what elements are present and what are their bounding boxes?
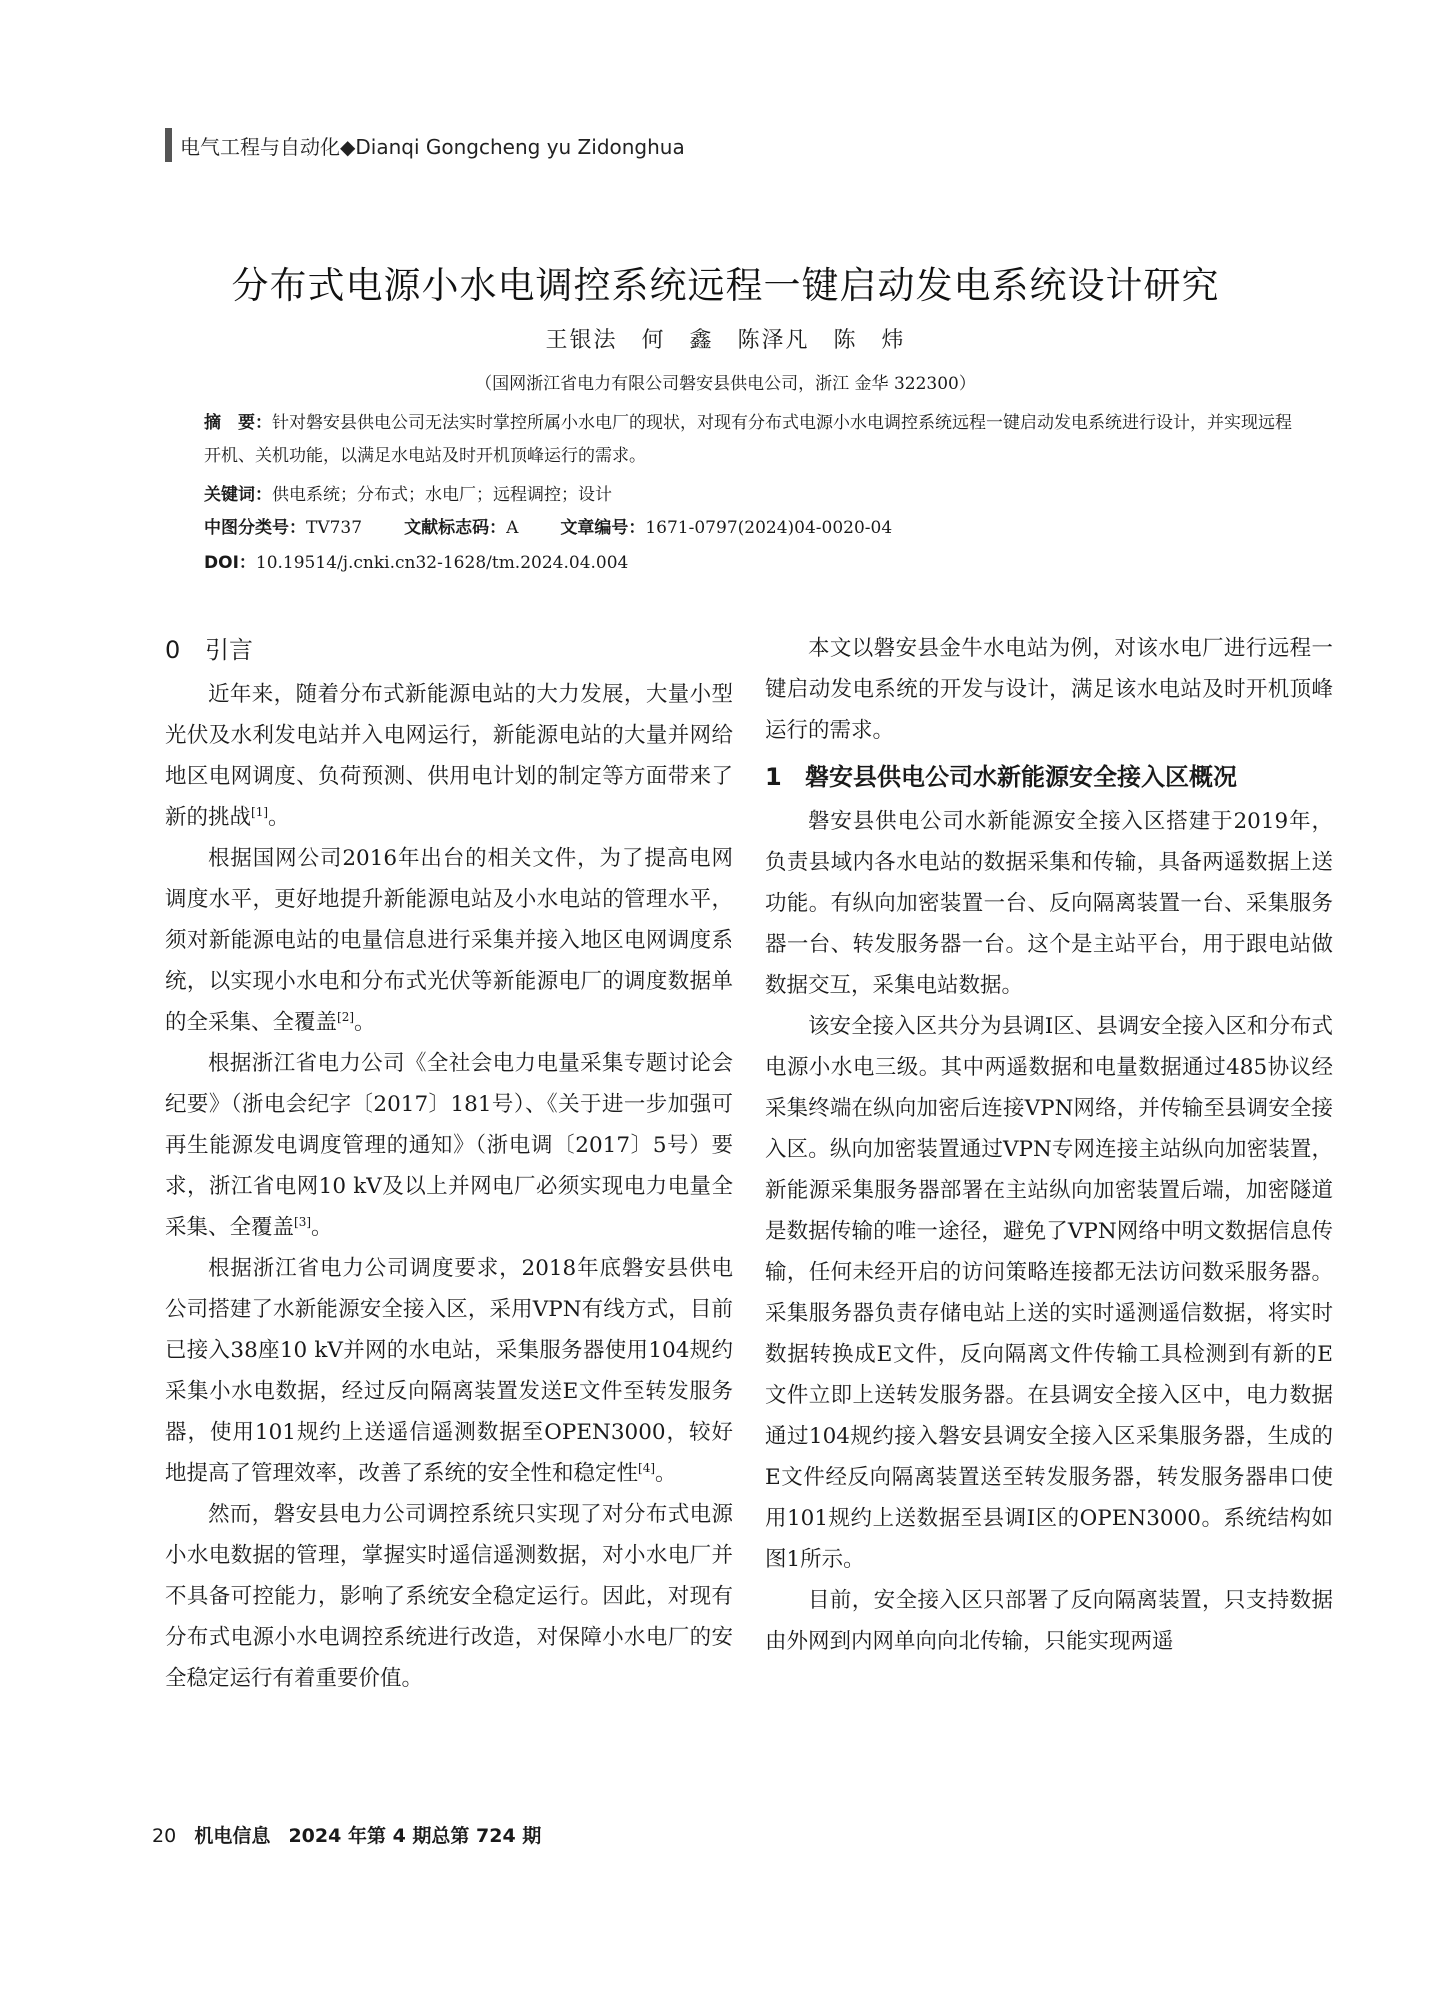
affiliation: （国网浙江省电力有限公司磐安县供电公司，浙江 金华 322300） <box>475 374 976 394</box>
running-header <box>165 128 685 162</box>
keywords-label: 关键词： <box>204 485 272 505</box>
paragraph: 该安全接入区共分为县调Ⅰ区、县调安全接入区和分布式电源小水电三级。其中两遥数据和电量数据通过485协议经采集终端在纵向加密后连接VPN网络，并传输至县调安全接入区。纵向加密装置通过VPN专网连接主站纵向加密装置，新能源采集服务器部署在主站纵向加密装置后端，加密隧道是数据传输的唯一途径，避免了VPN网络中明文数据信息传输，任何未经开启的访问策略连接都无法访问数采服务器。采集服务器负责存储电站上送的实时遥测遥信数据，将实时数据转换成E文件，反向隔离文件传输工具检测到有新的E文件立即上送转发服务器。在县调安全接入区中，电力数据通过104规约接入磐安县调安全接入区采集服务器，生成的E文件经反向隔离装置送至转发服务器，转发服务器串口使用101规约上送数据至县调Ⅰ区的OPEN3000。系统结构如图1所示。 <box>765 1014 1333 1572</box>
abstract-text: 针对磐安县供电公司无法实时掌控所属小水电厂的现状，对现有分布式电源小水电调控系统远程一键启动发电系统进行设计，并实现远程开机、关机功能，以满足水电站及时开机顶峰运行的需求。 <box>204 413 1292 466</box>
section-title: 引言 <box>205 636 253 664</box>
abstract-label: 摘 要： <box>204 413 272 433</box>
article-number-value: 1671-0797(2024)04-0020-04 <box>645 518 893 538</box>
footer-issue: 2024 年第 4 期总第 724 期 <box>288 1825 542 1847</box>
paragraph: 磐安县供电公司水新能源安全接入区搭建于2019年，负责县域内各水电站的数据采集和传输，具备两遥数据上送功能。有纵向加密装置一台、反向隔离装置一台、采集服务器一台、转发服务器一台。这个是主站平台，用于跟电站做数据交互，采集电站数据。 <box>765 809 1333 998</box>
header-bar <box>165 128 172 162</box>
journal-header-text: 电气工程与自动化◆Dianqi Gongcheng yu Zidonghua <box>180 134 685 159</box>
keywords <box>204 480 612 505</box>
page-number: 20 <box>152 1825 177 1847</box>
section-number: 1 <box>765 763 782 791</box>
paragraph: 根据浙江省电力公司《全社会电力电量采集专题讨论会纪要》（浙电会纪字〔2017〕181号）、《关于进一步加强可再生能源发电调度管理的通知》（浙电调〔2017〕5号）要求，浙江省电网10 kV及以上并网电厂必须实现电力电量全采集、全覆盖[3]。 <box>165 1051 733 1240</box>
paragraph: 根据浙江省电力公司调度要求，2018年底磐安县供电公司搭建了水新能源安全接入区，采用VPN有线方式，目前已接入38座10 kV并网的水电站，采集服务器使用104规约采集小水电数据，经过反向隔离装置发送E文件至转发服务器，使用101规约上送遥信遥测数据至OPEN3000，较好地提高了管理效率，改善了系统的安全性和稳定性[4]。 <box>165 1256 733 1486</box>
paragraph: 目前，安全接入区只部署了反向隔离装置，只支持数据由外网到内网单向向北传输，只能实现两遥 <box>765 1588 1333 1654</box>
right-column <box>765 628 1333 1662</box>
citation: [3] <box>294 1214 312 1229</box>
citation: [2] <box>337 1009 355 1024</box>
paragraph: 根据国网公司2016年出台的相关文件，为了提高电网调度水平，更好地提升新能源电站及小水电站的管理水平，须对新能源电站的电量信息进行采集并接入地区电网调度系统，以实现小水电和分布式光伏等新能源电厂的调度数据单的全采集、全覆盖[2]。 <box>165 846 733 1035</box>
doc-code-value: A <box>506 518 519 538</box>
keywords-text: 供电系统；分布式；水电厂；远程调控；设计 <box>272 485 612 505</box>
doi-line <box>204 548 628 573</box>
classification-line <box>204 513 892 538</box>
footer-journal: 机电信息 <box>194 1825 271 1847</box>
citation: [4] <box>638 1460 656 1475</box>
authors: 王银法 何 鑫 陈泽凡 陈 炜 <box>545 328 906 353</box>
doi-label: DOI： <box>204 553 256 573</box>
article-number-label: 文章编号： <box>560 518 646 538</box>
paragraph: 然而，磐安县电力公司调控系统只实现了对分布式电源小水电数据的管理，掌握实时遥信遥测数据，对小水电厂并不具备可控能力，影响了系统安全稳定运行。因此，对现有分布式电源小水电调控系统进行改造，对保障小水电厂的安全稳定运行有着重要价值。 <box>165 1502 733 1691</box>
left-column <box>165 628 733 1699</box>
section-heading-intro <box>165 628 733 672</box>
paragraph: 本文以磐安县金牛水电站为例，对该水电厂进行远程一键启动发电系统的开发与设计，满足该水电站及时开机顶峰运行的需求。 <box>765 636 1333 743</box>
paper-title: 分布式电源小水电调控系统远程一键启动发电系统设计研究 <box>231 264 1220 307</box>
abstract <box>204 407 1304 473</box>
section-heading-1 <box>765 755 1333 799</box>
citation: [1] <box>251 804 269 819</box>
doc-code-label: 文献标志码： <box>404 518 507 538</box>
page-footer <box>152 1821 541 1848</box>
section-number: 0 <box>165 636 181 664</box>
clc-value: TV737 <box>306 518 363 538</box>
doi-value: 10.19514/j.cnki.cn32-1628/tm.2024.04.004 <box>255 553 629 573</box>
section-title: 磐安县供电公司水新能源安全接入区概况 <box>805 763 1237 791</box>
paragraph: 近年来，随着分布式新能源电站的大力发展，大量小型光伏及水利发电站并入电网运行，新能源电站的大量并网给地区电网调度、负荷预测、供用电计划的制定等方面带来了新的挑战[1]。 <box>165 682 733 830</box>
clc-label: 中图分类号： <box>204 518 306 538</box>
